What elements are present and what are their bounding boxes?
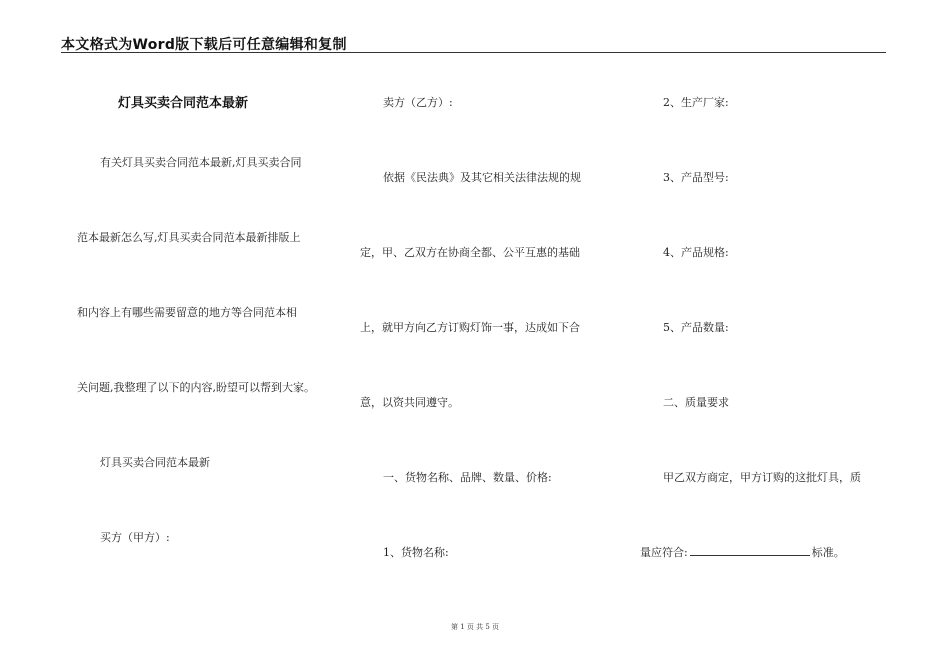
quality-suffix: 标准。 bbox=[811, 546, 845, 559]
col2-line-2: 定，甲、乙双方在协商全都、公平互惠的基础 bbox=[360, 246, 580, 259]
col1-line-3: 和内容上有哪些需要留意的地方等合同范本相 bbox=[77, 306, 297, 319]
buyer-party-label: 买方（甲方）: bbox=[100, 531, 170, 544]
col1-line-1: 有关灯具买卖合同范本最新,灯具买卖合同 bbox=[100, 156, 302, 169]
item-manufacturer: 2、生产厂家: bbox=[663, 96, 729, 109]
quality-standard-line bbox=[640, 544, 845, 560]
header-divider bbox=[61, 52, 886, 53]
col2-line-1: 依据《民法典》及其它相关法律法规的规 bbox=[383, 171, 581, 184]
item-quantity: 5、产品数量: bbox=[663, 321, 729, 334]
col1-line-4: 关问题,我整理了以下的内容,盼望可以帮到大家。 bbox=[77, 381, 315, 394]
document-header-banner: 本文格式为Word版下载后可任意编辑和复制 bbox=[61, 37, 347, 53]
item-spec: 4、产品规格: bbox=[663, 246, 729, 259]
col3-line-6: 甲乙双方商定，甲方订购的这批灯具，质 bbox=[663, 471, 861, 484]
quality-prefix: 量应符合: bbox=[640, 546, 688, 559]
section-2-heading: 二、质量要求 bbox=[663, 396, 729, 409]
document-title: 灯具买卖合同范本最新 bbox=[118, 96, 249, 111]
seller-party-label: 卖方（乙方）: bbox=[383, 96, 453, 109]
col2-line-3: 上，就甲方向乙方订购灯饰一事，达成如下合 bbox=[360, 321, 580, 334]
section-1-heading: 一、货物名称、品牌、数量、价格: bbox=[383, 471, 552, 484]
col2-line-4: 意，以资共同遵守。 bbox=[360, 396, 459, 409]
page-number-footer: 第 1 页 共 5 页 bbox=[450, 623, 500, 631]
col1-line-5: 灯具买卖合同范本最新 bbox=[100, 456, 210, 469]
item-goods-name: 1、货物名称: bbox=[383, 546, 449, 559]
standard-blank-field bbox=[690, 545, 810, 556]
col1-line-2: 范本最新怎么写,灯具买卖合同范本最新排版上 bbox=[77, 231, 301, 244]
item-model: 3、产品型号: bbox=[663, 171, 729, 184]
